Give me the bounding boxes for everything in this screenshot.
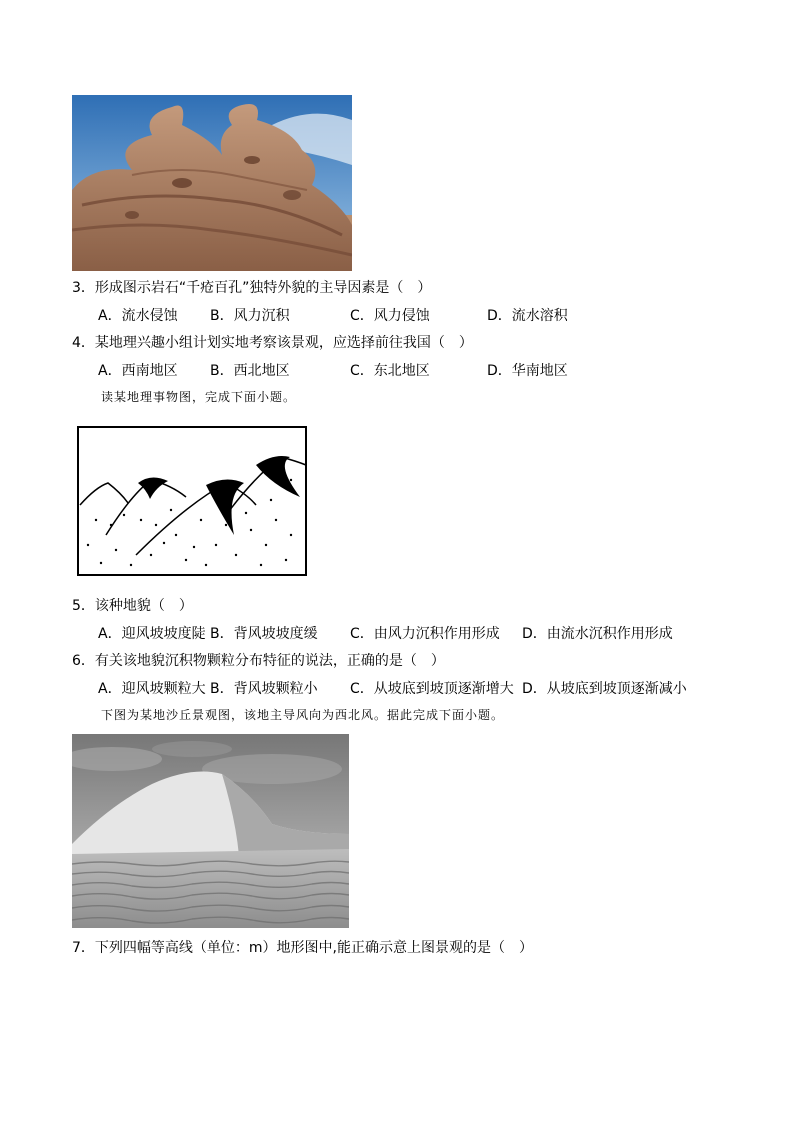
- section-intro-1: 读某地理事物图，完成下面小题。: [101, 390, 297, 404]
- sand-dune-photo: [72, 734, 349, 928]
- dune-sketch-figure: [76, 425, 310, 579]
- question-7-stem: 7．下列四幅等高线（单位：m）地形图中,能正确示意上图景观的是（ ）: [72, 940, 533, 956]
- q5-option-c[interactable]: C．由风力沉积作用形成: [350, 626, 500, 642]
- question-5-stem: 5．该种地貌（ ）: [72, 598, 193, 614]
- q3-option-d[interactable]: D．流水溶积: [487, 308, 568, 324]
- q4-option-a[interactable]: A．西南地区: [98, 363, 178, 379]
- q6-option-b[interactable]: B．背风坡颗粒小: [210, 681, 318, 697]
- question-6-stem: 6．有关该地貌沉积物颗粒分布特征的说法，正确的是（ ）: [72, 653, 445, 669]
- q6-option-c[interactable]: C．从坡底到坡顶逐渐增大: [350, 681, 514, 697]
- q5-option-d[interactable]: D．由流水沉积作用形成: [522, 626, 673, 642]
- q5-option-a[interactable]: A．迎风坡坡度陡: [98, 626, 206, 642]
- q4-option-b[interactable]: B．西北地区: [210, 363, 290, 379]
- q6-option-d[interactable]: D．从坡底到坡顶逐渐减小: [522, 681, 687, 697]
- q4-option-c[interactable]: C．东北地区: [350, 363, 430, 379]
- question-3-stem: 3．形成图示岩石“千疮百孔”独特外貌的主导因素是（ ）: [72, 280, 432, 296]
- q6-option-a[interactable]: A．迎风坡颗粒大: [98, 681, 206, 697]
- section-intro-2: 下图为某地沙丘景观图，该地主导风向为西北风。据此完成下面小题。: [101, 708, 505, 722]
- question-4-stem: 4．某地理兴趣小组计划实地考察该景观，应选择前往我国（ ）: [72, 335, 473, 351]
- q3-option-c[interactable]: C．风力侵蚀: [350, 308, 430, 324]
- q4-option-d[interactable]: D．华南地区: [487, 363, 568, 379]
- q3-option-a[interactable]: A．流水侵蚀: [98, 308, 178, 324]
- rock-formation-photo: [72, 95, 352, 271]
- q5-option-b[interactable]: B．背风坡坡度缓: [210, 626, 318, 642]
- q3-option-b[interactable]: B．风力沉积: [210, 308, 290, 324]
